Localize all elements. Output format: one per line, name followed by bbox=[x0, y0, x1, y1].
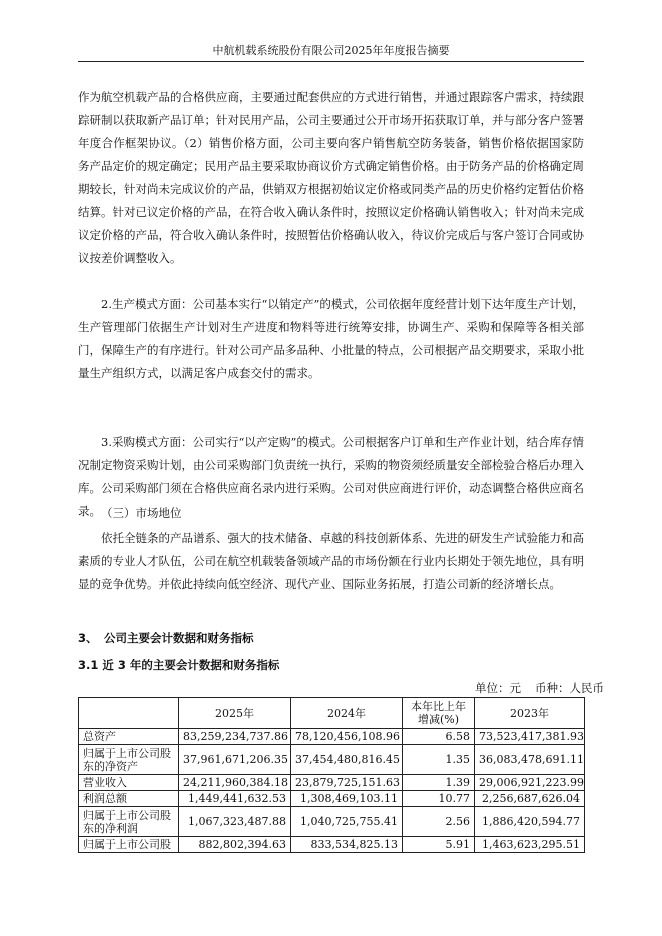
paragraph-sales-model: 作为航空机载产品的合格供应商，主要通过配套供应的方式进行销售，并通过跟踪客户需求，持续跟踪研制以获取新产品订单；针对民用产品，公司主要通过公开市场开拓获取订单，并与部分客户签署年度合作框架协议。（2）销售价格方面，公司主要向客户销售航空防务装备，销售价格依据国家防务产品定价的规定确定；民用产品主要采取协商议价方式确定销售价格。由于防务产品的价格确定周期较长，针对尚未完成议价的产品，供销双方根据初始议定价格或同类产品的历史价格约定暂估价格结算。针对已议定价格的产品，在符合收入确认条件时，按照议定价格确认销售收入；针对尚未完成议定价格的产品，符合收入确认条件时，按照暂估价格确认收入，待议价完成后与客户签订合同或协议按差价调整收入。 bbox=[78, 90, 584, 265]
table-header-cell: 本年比上年增减(%) bbox=[403, 698, 475, 729]
table-row bbox=[79, 775, 585, 791]
table-row bbox=[79, 837, 585, 853]
table-header-cell: 2023年 bbox=[475, 698, 585, 729]
table-cell: 1,886,420,594.77 bbox=[475, 807, 585, 837]
table-header-cell: 2024年 bbox=[291, 698, 403, 729]
table-cell: 5.91 bbox=[403, 837, 475, 853]
row-label: 归属于上市公司股 bbox=[79, 837, 179, 853]
row-label: 归属于上市公司股东的净资产 bbox=[79, 745, 179, 775]
paragraph-production-model: 2.生产模式方面：公司基本实行“以销定产”的模式，公司依据年度经营计划下达年度生产计划，生产管理部门依据生产计划对生产进度和物料等进行统筹安排，协调生产、采购和保障等各相关部门，保障生产的有序进行。针对公司产品多品种、小批量的特点，公司根据产品交期要求，采取小批量生产组织方式，以满足客户成套交付的需求。 bbox=[78, 297, 584, 380]
table-cell: 83,259,234,737.86 bbox=[179, 729, 291, 745]
table-row bbox=[79, 791, 585, 807]
table-cell: 36,083,478,691.11 bbox=[475, 745, 585, 775]
table-cell: 73,523,417,381.93 bbox=[475, 729, 585, 745]
table-row bbox=[79, 745, 585, 775]
page-header: 中航机载系统股份有限公司2025年年度报告摘要 bbox=[78, 44, 584, 62]
table-cell: 1,463,623,295.51 bbox=[475, 837, 585, 853]
table-cell: 37,961,671,206.35 bbox=[179, 745, 291, 775]
section-3-1-heading: 3.1 近 3 年的主要会计数据和财务指标 bbox=[78, 658, 280, 672]
section-3-heading bbox=[78, 630, 254, 646]
table-cell: 1,067,323,487.88 bbox=[179, 807, 291, 837]
table-cell: 1.39 bbox=[403, 775, 475, 791]
table-cell: 2,256,687,626.04 bbox=[475, 791, 585, 807]
table-cell: 882,802,394.63 bbox=[179, 837, 291, 853]
subheading-market-position: （三）市场地位 bbox=[101, 506, 182, 520]
table-cell: 1,449,441,632.53 bbox=[179, 791, 291, 807]
table-cell: 833,534,825.13 bbox=[291, 837, 403, 853]
table-cell: 1.35 bbox=[403, 745, 475, 775]
table-cell: 24,211,960,384.18 bbox=[179, 775, 291, 791]
table-cell: 10.77 bbox=[403, 791, 475, 807]
row-label: 营业收入 bbox=[79, 775, 179, 791]
table-cell: 1,308,469,103.11 bbox=[291, 791, 403, 807]
table-cell: 37,454,480,816.45 bbox=[291, 745, 403, 775]
paragraph-procurement-model: 3.采购模式方面：公司实行“以产定购”的模式。公司根据客户订单和生产作业计划，结合库存情况制定物资采购计划，由公司采购部门负责统一执行，采购的物资须经质量安全部检验合格后办理入库。公司采购部门须在合格供应商名录内进行采购。公司对供应商进行评价，动态调整合格供应商名录。 bbox=[78, 435, 584, 518]
table-cell: 78,120,456,108.96 bbox=[291, 729, 403, 745]
table-cell: 23,879,725,151.63 bbox=[291, 775, 403, 791]
section-3-number: 3、 bbox=[78, 631, 98, 645]
table-cell: 29,006,921,223.99 bbox=[475, 775, 585, 791]
section-3-title: 公司主要会计数据和财务指标 bbox=[104, 631, 254, 645]
table-header-row bbox=[79, 698, 585, 729]
table-row bbox=[79, 807, 585, 837]
row-label: 总资产 bbox=[79, 729, 179, 745]
table-header-cell bbox=[79, 698, 179, 729]
table-row bbox=[79, 729, 585, 745]
row-label: 利润总额 bbox=[79, 791, 179, 807]
unit-label: 单位：元 bbox=[475, 681, 521, 695]
table-header-cell: 2025年 bbox=[179, 698, 291, 729]
paragraph-market-position: 依托全链条的产品谱系、强大的技术储备、卓越的科技创新体系、先进的研发生产试验能力和高素质的专业人才队伍，公司在航空机载装备领域产品的市场份额在行业内长期处于领先地位，具有明显的竞争优势。并依此持续向低空经济、现代产业、国际业务拓展，打造公司新的经济增长点。 bbox=[78, 531, 584, 591]
row-label: 归属于上市公司股东的净利润 bbox=[79, 807, 179, 837]
table-cell: 2.56 bbox=[403, 807, 475, 837]
unit-line bbox=[461, 680, 604, 696]
table-cell: 1,040,725,755.41 bbox=[291, 807, 403, 837]
currency-label: 币种：人民币 bbox=[535, 681, 604, 695]
financial-data-table bbox=[78, 697, 585, 853]
table-cell: 6.58 bbox=[403, 729, 475, 745]
